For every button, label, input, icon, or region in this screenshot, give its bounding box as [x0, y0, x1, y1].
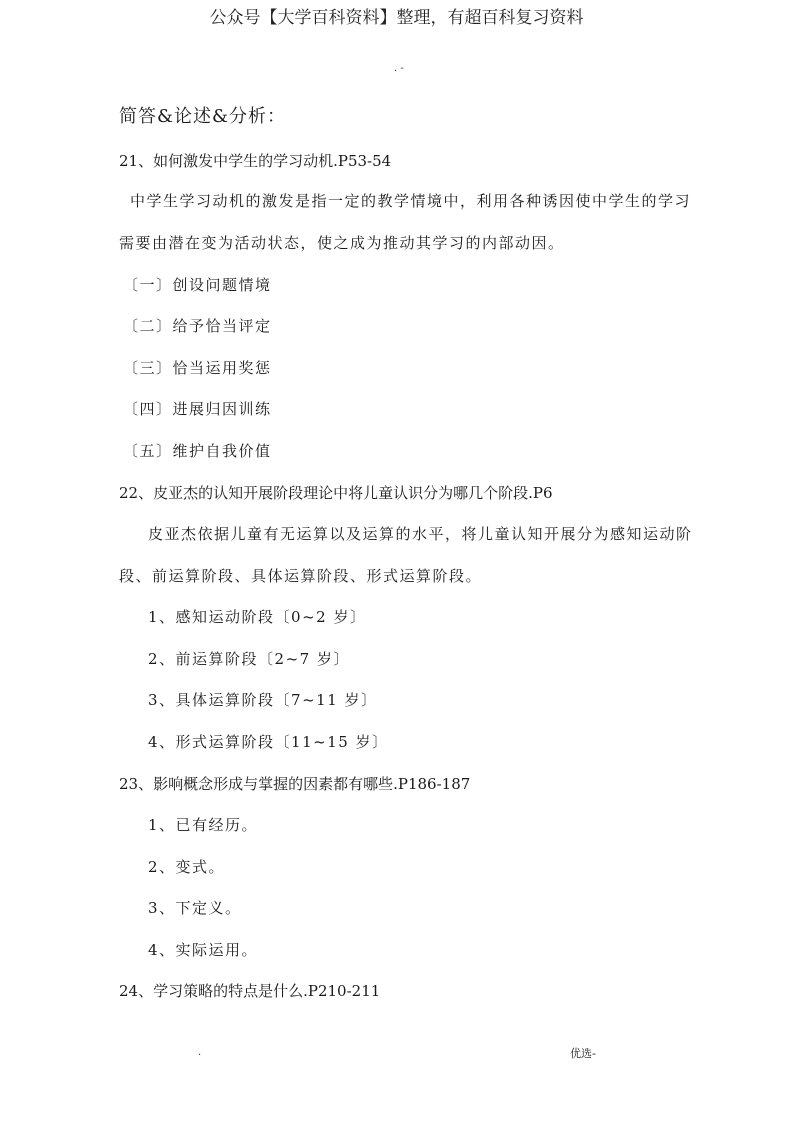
q21-paragraph-line-2: 需要由潜在变为活动状态，使之成为推动其学习的内部动因。: [119, 234, 565, 252]
section-title: 简答&论述&分析：: [119, 106, 287, 127]
question-23: 23、影响概念形成与掌握的因素都有哪些.P186-187: [119, 775, 471, 793]
q23-item: 2、变式。: [148, 858, 226, 876]
q21-item: 〔五〕维护自我价值: [123, 442, 272, 460]
q21-item: 〔一〕创设问题情境: [123, 276, 272, 294]
q23-item: 1、已有经历。: [148, 816, 259, 834]
q21-item: 〔三〕恰当运用奖惩: [123, 359, 272, 377]
q21-item: 〔二〕给予恰当评定: [123, 317, 272, 335]
source-banner: 公众号【大学百科资料】整理，有超百科复习资料: [209, 8, 584, 28]
question-21: 21、如何激发中学生的学习动机.P53-54: [119, 152, 392, 170]
footer-dot: .: [198, 1047, 202, 1058]
q22-item: 2、前运算阶段〔2~7 岁〕: [148, 650, 350, 668]
q22-paragraph-line-1: 皮亚杰依据儿童有无运算以及运算的水平，将儿童认知开展分为感知运动阶: [148, 525, 693, 543]
footer-label: 优选-: [570, 1047, 596, 1060]
q21-paragraph-line-1: 中学生学习动机的激发是指一定的教学情境中，利用各种诱因使中学生的学习: [130, 192, 692, 210]
q22-paragraph-line-2: 段、前运算阶段、具体运算阶段、形式运算阶段。: [119, 567, 483, 585]
q23-item: 4、实际运用。: [148, 941, 259, 959]
q22-item: 4、形式运算阶段〔11~15 岁〕: [148, 733, 389, 751]
q22-item: 3、具体运算阶段〔7~11 岁〕: [148, 691, 378, 709]
q22-item: 1、感知运动阶段〔0~2 岁〕: [148, 608, 367, 626]
q21-item: 〔四〕进展归因训练: [123, 400, 272, 418]
question-24: 24、学习策略的特点是什么.P210-211: [119, 982, 381, 1000]
header-marks: . -: [394, 63, 404, 74]
q23-item: 3、下定义。: [148, 899, 242, 917]
question-22: 22、皮亚杰的认知开展阶段理论中将儿童认识分为哪几个阶段.P6: [119, 484, 553, 502]
